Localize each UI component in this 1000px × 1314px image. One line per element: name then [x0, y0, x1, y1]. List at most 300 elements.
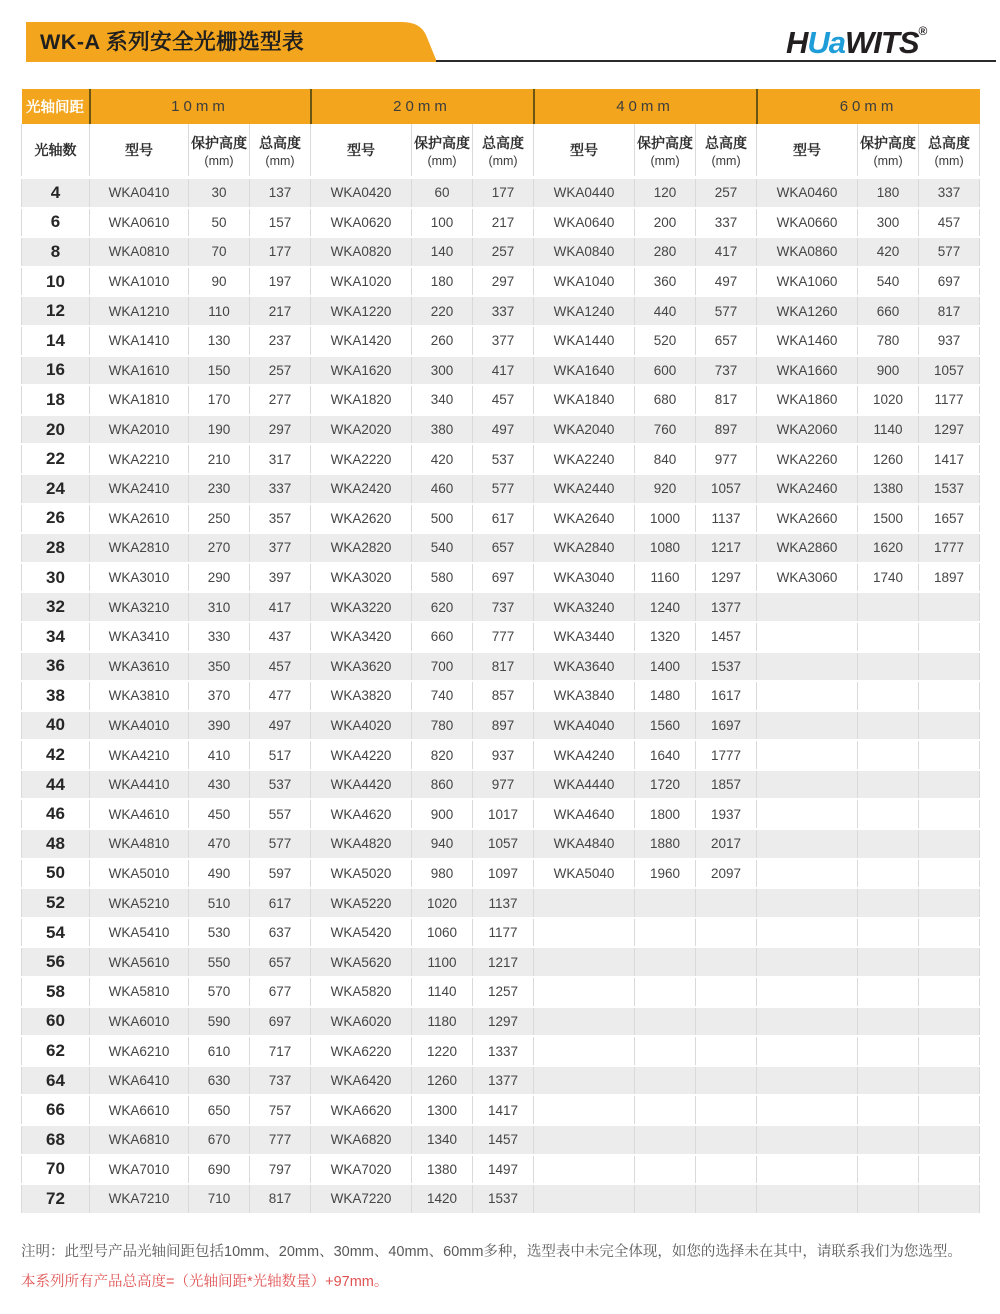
- model-cell: WKA1660: [757, 356, 858, 386]
- protect-height-cell: [858, 770, 919, 800]
- protect-height-cell: 860: [412, 770, 473, 800]
- model-cell: WKA1820: [311, 385, 412, 415]
- model-cell: WKA4240: [534, 740, 635, 770]
- table-row: [22, 474, 980, 504]
- total-height-cell: 137: [250, 178, 311, 208]
- protect-height-cell: 760: [635, 415, 696, 445]
- pitch-header-row: [22, 89, 980, 124]
- total-height-cell: [919, 829, 980, 859]
- beam-count-cell: 10: [22, 267, 90, 297]
- protect-height-cell: 1180: [412, 1007, 473, 1037]
- protect-height-cell: 620: [412, 592, 473, 622]
- model-cell: WKA1610: [90, 356, 189, 386]
- total-height-cell: 1417: [919, 444, 980, 474]
- protect-height-cell: [635, 947, 696, 977]
- total-height-cell: 357: [250, 504, 311, 534]
- table-row: [22, 1036, 980, 1066]
- protect-height-cell: 1260: [412, 1066, 473, 1096]
- protect-height-cell: [635, 1125, 696, 1155]
- protect-height-cell: 1480: [635, 681, 696, 711]
- total-height-cell: 697: [473, 563, 534, 593]
- total-height-cell: 377: [473, 326, 534, 356]
- model-cell: WKA3640: [534, 652, 635, 682]
- model-cell: WKA7210: [90, 1184, 189, 1214]
- protect-height-cell: 490: [189, 859, 250, 889]
- protect-height-cell: [858, 652, 919, 682]
- note-text: 注明：此型号产品光轴间距包括10mm、20mm、30mm、40mm、60mm多种，选型表中未完全体现，如您的选择未在其中，请联系我们为您选型。: [21, 1244, 962, 1260]
- total-height-cell: [919, 1184, 980, 1214]
- protect-height-cell: 740: [412, 681, 473, 711]
- protect-height-cell: 150: [189, 356, 250, 386]
- total-height-cell: 377: [250, 533, 311, 563]
- total-height-cell: 397: [250, 563, 311, 593]
- table-row: [22, 415, 980, 445]
- total-height-cell: [919, 1095, 980, 1125]
- protect-height-cell: 420: [412, 444, 473, 474]
- beam-count-cell: 66: [22, 1095, 90, 1125]
- protect-height-cell: 180: [858, 178, 919, 208]
- total-height-cell: 817: [473, 652, 534, 682]
- total-height-cell: [696, 947, 757, 977]
- total-height-cell: 977: [473, 770, 534, 800]
- total-height-cell: 857: [473, 681, 534, 711]
- protect-height-cell: 650: [189, 1095, 250, 1125]
- model-cell: WKA7010: [90, 1155, 189, 1185]
- total-height-header-60mm: 总高度 (mm): [919, 124, 980, 178]
- total-height-cell: 1777: [696, 740, 757, 770]
- protect-height-cell: 350: [189, 652, 250, 682]
- table-row: [22, 208, 980, 238]
- protect-height-cell: 390: [189, 711, 250, 741]
- beam-count-cell: 36: [22, 652, 90, 682]
- beam-count-cell: 6: [22, 208, 90, 238]
- protect-height-cell: 380: [412, 415, 473, 445]
- selection-table: [21, 89, 980, 1215]
- beam-count-cell: 12: [22, 296, 90, 326]
- model-cell: WKA4220: [311, 740, 412, 770]
- protect-height-cell: 1060: [412, 918, 473, 948]
- protect-height-cell: [635, 1036, 696, 1066]
- total-height-cell: [919, 770, 980, 800]
- model-cell: [757, 740, 858, 770]
- protect-height-cell: [858, 947, 919, 977]
- protect-height-cell: 360: [635, 267, 696, 297]
- protect-height-cell: 420: [858, 237, 919, 267]
- total-height-cell: [919, 592, 980, 622]
- protect-height-cell: 90: [189, 267, 250, 297]
- model-cell: WKA5020: [311, 859, 412, 889]
- model-cell: [757, 711, 858, 741]
- model-cell: WKA1810: [90, 385, 189, 415]
- protect-height-cell: [858, 829, 919, 859]
- model-cell: WKA1460: [757, 326, 858, 356]
- total-height-cell: 1057: [919, 356, 980, 386]
- model-cell: WKA7220: [311, 1184, 412, 1214]
- total-height-cell: 737: [696, 356, 757, 386]
- table-row: [22, 888, 980, 918]
- total-height-cell: 1537: [696, 652, 757, 682]
- protect-height-cell: 50: [189, 208, 250, 238]
- protect-height-cell: 450: [189, 799, 250, 829]
- model-cell: WKA1010: [90, 267, 189, 297]
- table-row: [22, 504, 980, 534]
- model-cell: [757, 622, 858, 652]
- model-cell: WKA2410: [90, 474, 189, 504]
- model-cell: WKA4820: [311, 829, 412, 859]
- total-height-cell: 1337: [473, 1036, 534, 1066]
- total-height-cell: [919, 918, 980, 948]
- total-height-cell: 1697: [696, 711, 757, 741]
- model-cell: WKA0420: [311, 178, 412, 208]
- model-cell: WKA3820: [311, 681, 412, 711]
- protect-height-cell: 130: [189, 326, 250, 356]
- beam-count-header: 光轴数: [22, 124, 90, 178]
- protect-height-cell: 110: [189, 296, 250, 326]
- total-height-cell: 417: [696, 237, 757, 267]
- total-height-cell: 697: [250, 1007, 311, 1037]
- total-height-cell: [696, 1184, 757, 1214]
- model-cell: WKA2660: [757, 504, 858, 534]
- protect-height-cell: 300: [412, 356, 473, 386]
- model-cell: WKA5420: [311, 918, 412, 948]
- model-cell: WKA5040: [534, 859, 635, 889]
- total-height-cell: 257: [473, 237, 534, 267]
- model-cell: WKA6610: [90, 1095, 189, 1125]
- table-row: [22, 1125, 980, 1155]
- table-row: [22, 178, 980, 208]
- protect-height-cell: [635, 888, 696, 918]
- model-cell: WKA4440: [534, 770, 635, 800]
- total-height-cell: 757: [250, 1095, 311, 1125]
- model-header-10mm: 型号: [90, 124, 189, 178]
- total-height-cell: 417: [250, 592, 311, 622]
- model-cell: WKA6020: [311, 1007, 412, 1037]
- protect-height-cell: 1960: [635, 859, 696, 889]
- model-cell: [534, 1036, 635, 1066]
- protect-height-cell: 710: [189, 1184, 250, 1214]
- model-cell: WKA2860: [757, 533, 858, 563]
- model-cell: WKA5410: [90, 918, 189, 948]
- model-cell: WKA1060: [757, 267, 858, 297]
- total-height-cell: [696, 1036, 757, 1066]
- total-height-cell: [696, 918, 757, 948]
- total-height-cell: 317: [250, 444, 311, 474]
- protect-height-cell: 550: [189, 947, 250, 977]
- total-height-cell: 1057: [696, 474, 757, 504]
- model-cell: WKA2060: [757, 415, 858, 445]
- model-cell: WKA5620: [311, 947, 412, 977]
- total-height-cell: 937: [473, 740, 534, 770]
- protect-height-cell: 580: [412, 563, 473, 593]
- total-height-cell: 1257: [473, 977, 534, 1007]
- protect-height-cell: 1220: [412, 1036, 473, 1066]
- model-cell: [757, 1125, 858, 1155]
- model-cell: WKA4420: [311, 770, 412, 800]
- total-height-cell: 1937: [696, 799, 757, 829]
- total-height-cell: 337: [473, 296, 534, 326]
- protect-height-cell: 510: [189, 888, 250, 918]
- protect-height-cell: 200: [635, 208, 696, 238]
- total-height-cell: 257: [250, 356, 311, 386]
- model-cell: WKA3210: [90, 592, 189, 622]
- model-cell: [757, 770, 858, 800]
- section-header-10mm: 10mm: [90, 89, 311, 124]
- model-cell: WKA4620: [311, 799, 412, 829]
- total-height-cell: 597: [250, 859, 311, 889]
- beam-count-cell: 34: [22, 622, 90, 652]
- model-cell: WKA4410: [90, 770, 189, 800]
- total-height-cell: 577: [473, 474, 534, 504]
- protect-height-cell: 570: [189, 977, 250, 1007]
- model-cell: WKA3420: [311, 622, 412, 652]
- total-height-cell: 977: [696, 444, 757, 474]
- model-cell: WKA3240: [534, 592, 635, 622]
- table-row: [22, 622, 980, 652]
- model-cell: WKA1220: [311, 296, 412, 326]
- total-height-cell: 177: [473, 178, 534, 208]
- model-cell: WKA5220: [311, 888, 412, 918]
- model-cell: [757, 799, 858, 829]
- model-cell: WKA2420: [311, 474, 412, 504]
- total-height-cell: 1017: [473, 799, 534, 829]
- title-banner: [26, 22, 438, 62]
- protect-height-cell: 310: [189, 592, 250, 622]
- total-height-cell: [919, 1036, 980, 1066]
- protect-height-header-40mm: 保护高度 (mm): [635, 124, 696, 178]
- total-height-cell: 197: [250, 267, 311, 297]
- total-height-cell: 1497: [473, 1155, 534, 1185]
- model-cell: [534, 1184, 635, 1214]
- protect-height-cell: 1100: [412, 947, 473, 977]
- protect-height-cell: 940: [412, 829, 473, 859]
- total-height-cell: 1177: [919, 385, 980, 415]
- protect-height-cell: 1300: [412, 1095, 473, 1125]
- registered-trademark-icon: ®: [918, 24, 928, 38]
- total-height-cell: [919, 977, 980, 1007]
- model-cell: WKA1260: [757, 296, 858, 326]
- total-height-cell: [919, 1007, 980, 1037]
- model-header-60mm: 型号: [757, 124, 858, 178]
- total-height-cell: 1857: [696, 770, 757, 800]
- model-cell: [757, 918, 858, 948]
- protect-height-cell: 1160: [635, 563, 696, 593]
- total-height-cell: [919, 652, 980, 682]
- total-height-cell: 577: [250, 829, 311, 859]
- model-cell: WKA1440: [534, 326, 635, 356]
- model-cell: WKA0840: [534, 237, 635, 267]
- protect-height-cell: 900: [858, 356, 919, 386]
- total-height-cell: 817: [696, 385, 757, 415]
- total-height-cell: [919, 681, 980, 711]
- total-height-cell: 1217: [473, 947, 534, 977]
- protect-height-cell: 1620: [858, 533, 919, 563]
- protect-height-cell: 1000: [635, 504, 696, 534]
- model-cell: WKA2610: [90, 504, 189, 534]
- total-height-cell: 1297: [696, 563, 757, 593]
- model-cell: WKA3220: [311, 592, 412, 622]
- total-height-cell: 517: [250, 740, 311, 770]
- table-row: [22, 356, 980, 386]
- table-row: [22, 829, 980, 859]
- total-height-cell: 277: [250, 385, 311, 415]
- protect-height-cell: [858, 859, 919, 889]
- table-row: [22, 947, 980, 977]
- total-height-cell: 2097: [696, 859, 757, 889]
- model-cell: [757, 592, 858, 622]
- table-row: [22, 563, 980, 593]
- beam-count-cell: 46: [22, 799, 90, 829]
- protect-height-cell: 140: [412, 237, 473, 267]
- total-height-cell: 817: [919, 296, 980, 326]
- total-height-cell: 617: [250, 888, 311, 918]
- protect-height-cell: 1640: [635, 740, 696, 770]
- table-row: [22, 1007, 980, 1037]
- protect-height-cell: [858, 799, 919, 829]
- model-cell: WKA1210: [90, 296, 189, 326]
- beam-count-cell: 44: [22, 770, 90, 800]
- model-cell: WKA1420: [311, 326, 412, 356]
- model-cell: WKA2820: [311, 533, 412, 563]
- page-title: WK-A 系列安全光栅选型表: [40, 30, 305, 54]
- total-height-cell: 1537: [473, 1184, 534, 1214]
- protect-height-cell: [858, 1184, 919, 1214]
- protect-height-cell: 1140: [412, 977, 473, 1007]
- protect-height-cell: 210: [189, 444, 250, 474]
- protect-height-cell: [858, 1095, 919, 1125]
- brand-logo-black-2: WITS: [845, 25, 919, 60]
- protect-height-cell: 1800: [635, 799, 696, 829]
- protect-height-cell: 230: [189, 474, 250, 504]
- beam-count-cell: 30: [22, 563, 90, 593]
- protect-height-header-10mm: 保护高度 (mm): [189, 124, 250, 178]
- protect-height-cell: 470: [189, 829, 250, 859]
- protect-height-cell: 670: [189, 1125, 250, 1155]
- total-height-cell: 1617: [696, 681, 757, 711]
- model-cell: [757, 1007, 858, 1037]
- total-height-cell: 337: [919, 178, 980, 208]
- protect-height-cell: [858, 1125, 919, 1155]
- protect-height-cell: 700: [412, 652, 473, 682]
- protect-height-cell: [858, 592, 919, 622]
- beam-count-cell: 18: [22, 385, 90, 415]
- total-height-cell: 2017: [696, 829, 757, 859]
- total-height-cell: 1297: [473, 1007, 534, 1037]
- total-height-cell: 777: [473, 622, 534, 652]
- table-head: [22, 89, 980, 178]
- table-row: [22, 799, 980, 829]
- protect-height-header-20mm: 保护高度 (mm): [412, 124, 473, 178]
- total-height-cell: 497: [696, 267, 757, 297]
- protect-height-cell: 60: [412, 178, 473, 208]
- total-height-cell: 1777: [919, 533, 980, 563]
- protect-height-cell: 300: [858, 208, 919, 238]
- total-height-cell: 1457: [473, 1125, 534, 1155]
- total-height-cell: [919, 859, 980, 889]
- total-height-cell: 457: [250, 652, 311, 682]
- model-cell: [757, 859, 858, 889]
- total-height-cell: 937: [919, 326, 980, 356]
- table-row: [22, 977, 980, 1007]
- protect-height-cell: 1240: [635, 592, 696, 622]
- model-cell: WKA3620: [311, 652, 412, 682]
- total-height-cell: 737: [250, 1066, 311, 1096]
- protect-height-cell: 540: [412, 533, 473, 563]
- beam-count-cell: 32: [22, 592, 90, 622]
- protect-height-cell: 410: [189, 740, 250, 770]
- protect-height-cell: [858, 740, 919, 770]
- table-row: [22, 592, 980, 622]
- table-row: [22, 533, 980, 563]
- total-height-cell: 1377: [696, 592, 757, 622]
- protect-height-cell: 1140: [858, 415, 919, 445]
- beam-count-cell: 68: [22, 1125, 90, 1155]
- beam-count-cell: 48: [22, 829, 90, 859]
- model-cell: WKA6410: [90, 1066, 189, 1096]
- beam-count-cell: 72: [22, 1184, 90, 1214]
- total-height-cell: 897: [696, 415, 757, 445]
- model-cell: WKA5810: [90, 977, 189, 1007]
- total-height-cell: [696, 888, 757, 918]
- model-cell: WKA1640: [534, 356, 635, 386]
- protect-height-cell: 1080: [635, 533, 696, 563]
- protect-height-cell: [858, 888, 919, 918]
- protect-height-cell: 460: [412, 474, 473, 504]
- beam-count-cell: 40: [22, 711, 90, 741]
- total-height-cell: 577: [696, 296, 757, 326]
- model-cell: WKA4210: [90, 740, 189, 770]
- model-cell: [757, 947, 858, 977]
- model-cell: WKA2240: [534, 444, 635, 474]
- pitch-label-cell: 光轴间距: [22, 89, 90, 124]
- protect-height-cell: 500: [412, 504, 473, 534]
- model-cell: WKA6820: [311, 1125, 412, 1155]
- protect-height-cell: 780: [412, 711, 473, 741]
- total-height-cell: [696, 1007, 757, 1037]
- model-cell: WKA2620: [311, 504, 412, 534]
- model-cell: WKA0610: [90, 208, 189, 238]
- protect-height-cell: [858, 1155, 919, 1185]
- total-height-cell: 657: [250, 947, 311, 977]
- protect-height-cell: [635, 1155, 696, 1185]
- protect-height-cell: 980: [412, 859, 473, 889]
- protect-height-cell: [858, 1066, 919, 1096]
- table-row: [22, 859, 980, 889]
- model-cell: WKA3610: [90, 652, 189, 682]
- model-cell: WKA1860: [757, 385, 858, 415]
- total-height-cell: 1217: [696, 533, 757, 563]
- protect-height-cell: [858, 1036, 919, 1066]
- protect-height-cell: 220: [412, 296, 473, 326]
- protect-height-cell: 900: [412, 799, 473, 829]
- total-height-cell: 557: [250, 799, 311, 829]
- total-height-cell: 337: [696, 208, 757, 238]
- model-cell: WKA3060: [757, 563, 858, 593]
- protect-height-cell: [635, 977, 696, 1007]
- protect-height-cell: [858, 918, 919, 948]
- beam-count-cell: 56: [22, 947, 90, 977]
- protect-height-cell: [635, 1007, 696, 1037]
- protect-height-cell: 920: [635, 474, 696, 504]
- beam-count-cell: 58: [22, 977, 90, 1007]
- protect-height-cell: 180: [412, 267, 473, 297]
- model-cell: WKA4810: [90, 829, 189, 859]
- model-cell: [757, 652, 858, 682]
- total-height-header-10mm: 总高度 (mm): [250, 124, 311, 178]
- protect-height-cell: 330: [189, 622, 250, 652]
- model-cell: WKA6810: [90, 1125, 189, 1155]
- protect-height-cell: 520: [635, 326, 696, 356]
- model-cell: WKA6010: [90, 1007, 189, 1037]
